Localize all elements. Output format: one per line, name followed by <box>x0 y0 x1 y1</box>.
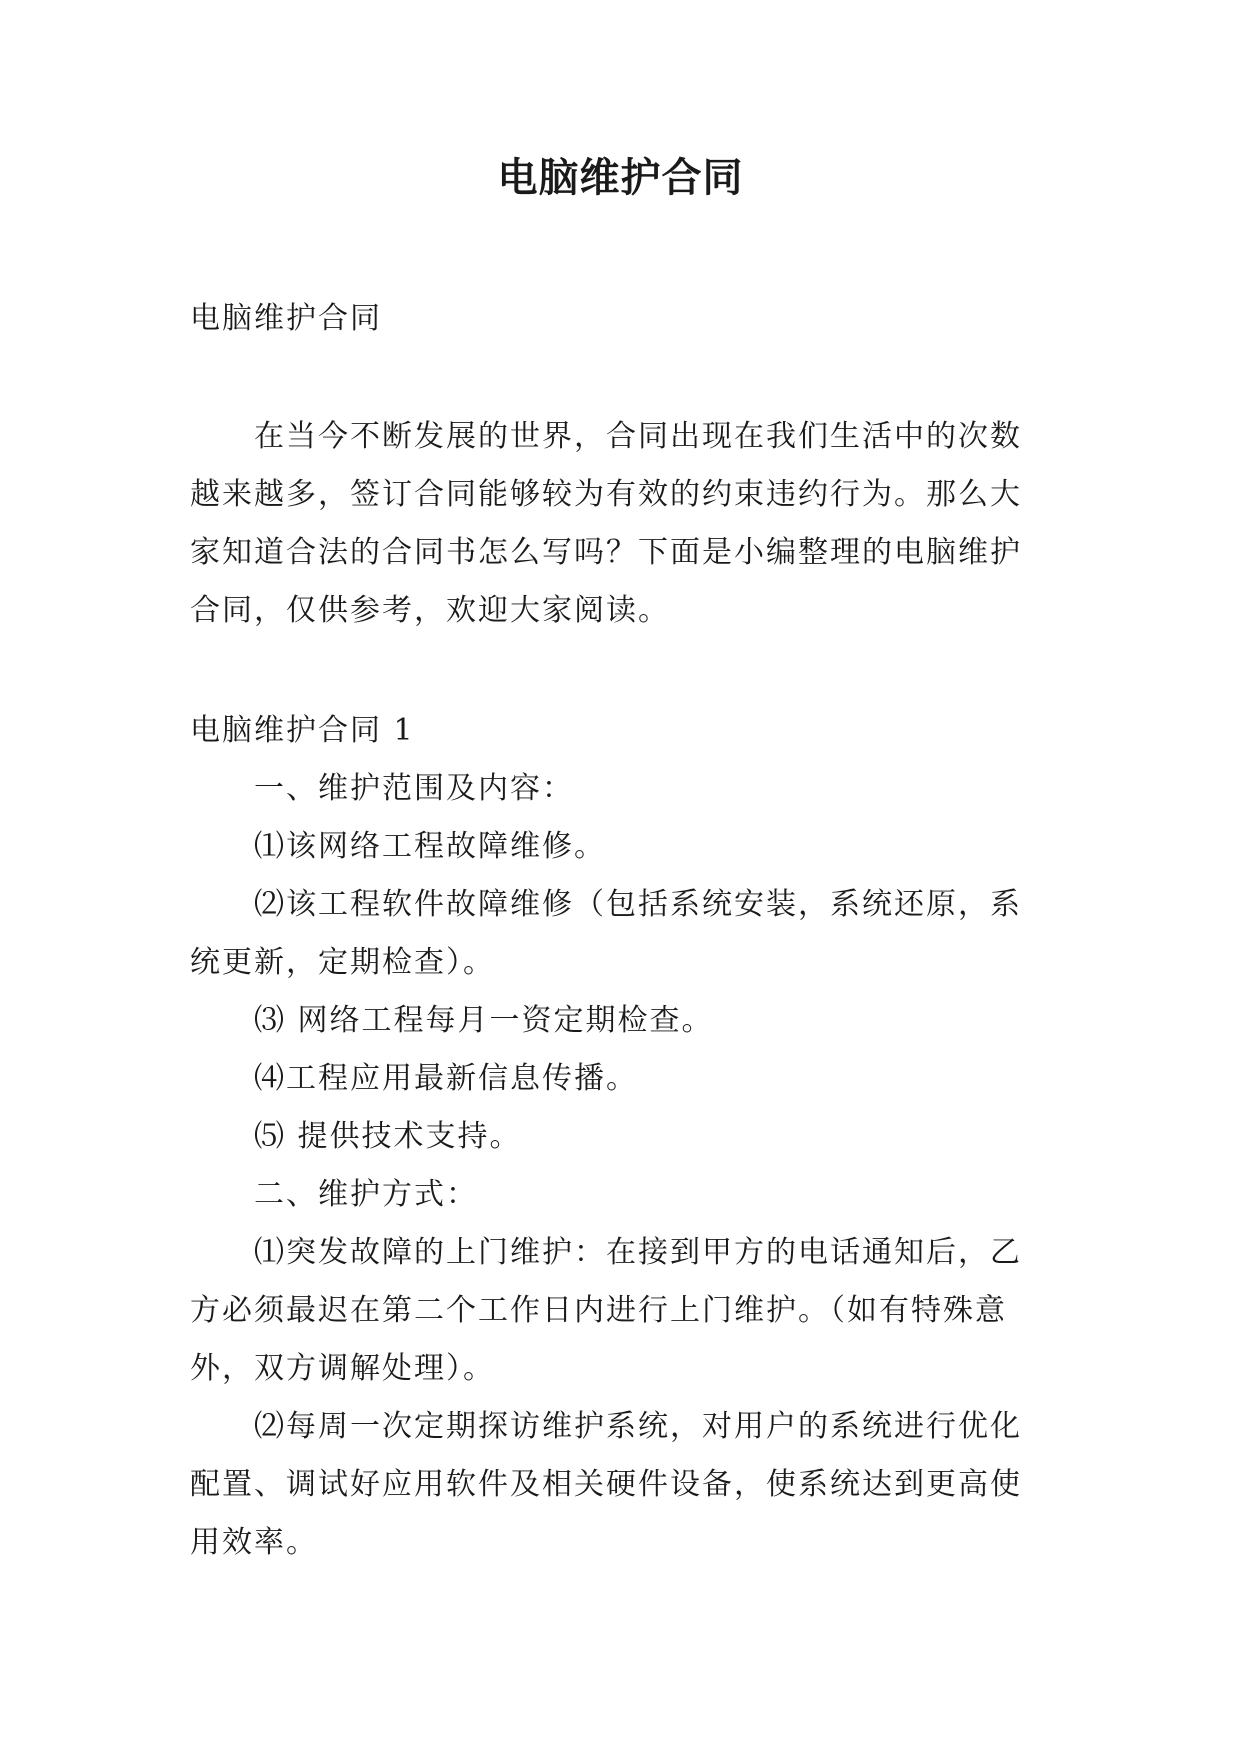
list-item: ⑵每周一次定期探访维护系统，对用户的系统进行优化配置、调试好应用软件及相关硬件设备，使系统达到更高使用效率。 <box>190 1409 1022 1560</box>
list-item: ⑶ 网络工程每月一资定期检查。 <box>254 1003 714 1038</box>
document-subtitle: 电脑维护合同 <box>190 301 382 336</box>
list-item: ⑵该工程软件故障维修（包括系统安装，系统还原，系统更新，定期检查）。 <box>190 887 1022 980</box>
section-heading-scope: 一、维护范围及内容： <box>254 771 574 806</box>
list-item: ⑴突发故障的上门维护：在接到甲方的电话通知后，乙方必须最迟在第二个工作日内进行上门维护。（如有特殊意外，双方调解处理）。 <box>190 1235 1022 1386</box>
section-heading-method: 二、维护方式： <box>254 1177 478 1212</box>
list-item: ⑴该网络工程故障维修。 <box>254 829 606 864</box>
intro-paragraph: 在当今不断发展的世界，合同出现在我们生活中的次数越来越多，签订合同能够较为有效的约束违约行为。那么大家知道合法的合同书怎么写吗？下面是小编整理的电脑维护合同，仅供参考，欢迎大家阅读。 <box>190 419 1022 628</box>
section-heading: 电脑维护合同 1 <box>190 713 415 748</box>
document-title: 电脑维护合同 <box>497 155 744 201</box>
document-body <box>190 290 1052 1572</box>
list-item: ⑷工程应用最新信息传播。 <box>254 1061 638 1096</box>
list-item: ⑸ 提供技术支持。 <box>254 1119 522 1154</box>
